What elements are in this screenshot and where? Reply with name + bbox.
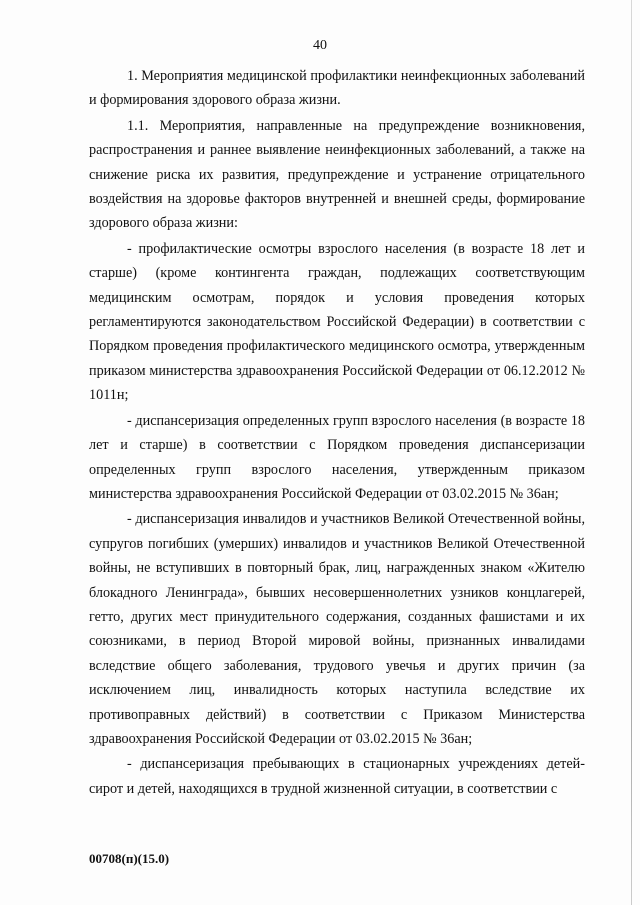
document-body — [89, 64, 585, 801]
paragraph-section-1-1: 1.1. Мероприятия, направленные на предупреждение возникновения, распространения и раннее выявление неинфекционных заболеваний, а также на снижение риска их развития, предупреждение и устранение отрицательного воздействия на здоровье факторов внутренней и внешней среды, формирование здорового образа жизни: — [89, 117, 585, 232]
paragraph-dispensarization-veterans: - диспансеризация инвалидов и участников Великой Отечественной войны, супругов погибших (умерших) инвалидов и участников Великой Отечественной войны, не вступивших в повторный брак, лиц, награжденных знаком «Жителю блокадного Ленинграда», бывших несовершеннолетних узников концлагерей, гетто, других мест принудительного содержания, созданных фашистами и их союзниками, в период Второй мировой войны, признанных инвалидами вследствие общего заболевания, трудового увечья и других причин (за исключением лиц, инвалидность которых наступила вследствие их противоправных действий) в соответствии с Приказом Министерства здравоохранения Российской Федерации от 03.02.2015 № 36ан; — [89, 511, 585, 747]
paragraph-preventive-exams: - профилактические осмотры взрослого населения (в возрасте 18 лет и старше) (кроме контингента граждан, подлежащих соответствующим медицинским осмотрам, порядок и условия проведения которых регламентируются законодательством Российской Федерации) в соответствии с Порядком проведения профилактического медицинского осмотра, утвержденным приказом министерства здравоохранения Российской Федерации от 06.12.2012 № 1011н; — [89, 240, 585, 404]
page-number: 40 — [313, 38, 327, 53]
scan-edge-shadow — [631, 0, 632, 905]
document-footer-code: 00708(п)(15.0) — [89, 851, 170, 866]
paragraph-dispensarization-adults: - диспансеризация определенных групп взрослого населения (в возрасте 18 лет и старше) в соответствии с Порядком проведения диспансеризации определенных групп взрослого населения, утвержденным приказом министерства здравоохранения Российской Федерации от 03.02.2015 № 36ан; — [89, 412, 585, 502]
paragraph-section-1-heading: 1. Мероприятия медицинской профилактики неинфекционных заболеваний и формирования здорового образа жизни. — [89, 68, 585, 109]
paragraph-dispensarization-orphans: - диспансеризация пребывающих в стационарных учреждениях детей-сирот и детей, находящихся в трудной жизненной ситуации, в соответствии с — [89, 756, 585, 797]
